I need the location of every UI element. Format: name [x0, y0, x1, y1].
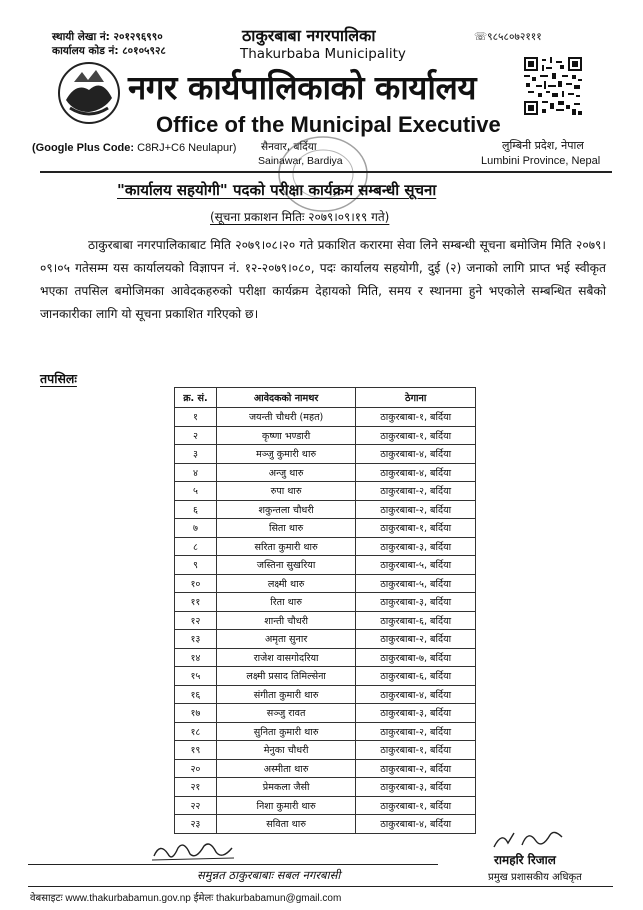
applicant-name-cell: अमृता सुनार — [216, 630, 356, 649]
address-cell: ठाकुरबाबा-२, बर्दिया — [356, 482, 476, 501]
serial-number-cell: १० — [175, 574, 217, 593]
qr-code-image — [524, 57, 582, 115]
office-code: कार्यालय कोड नं: ८०१०५९२८ — [52, 45, 166, 57]
signature-left — [150, 838, 236, 864]
signer-title: प्रमुख प्रशासकीय अधिकृत — [488, 872, 582, 883]
footer-divider-top — [28, 864, 438, 865]
serial-number-cell: ३ — [175, 445, 217, 464]
serial-number-cell: १७ — [175, 704, 217, 723]
header-divider — [40, 171, 612, 173]
address-cell: ठाकुरबाबा-३, बर्दिया — [356, 537, 476, 556]
table-row — [175, 556, 476, 575]
serial-number-cell: ६ — [175, 500, 217, 519]
applicant-name-cell: सञ्जु रावत — [216, 704, 356, 723]
serial-number-cell: १६ — [175, 685, 217, 704]
applicant-name-cell: शान्ती चौधरी — [216, 611, 356, 630]
table-row — [175, 611, 476, 630]
serial-number-cell: ९ — [175, 556, 217, 575]
office-title-en: Office of the Municipal Executive — [156, 112, 501, 137]
address-cell: ठाकुरबाबा-३, बर्दिया — [356, 778, 476, 797]
table-row — [175, 445, 476, 464]
applicant-name-cell: प्रेमकला जैसी — [216, 778, 356, 797]
serial-number-cell: १९ — [175, 741, 217, 760]
address-cell: ठाकुरबाबा-३, बर्दिया — [356, 704, 476, 723]
table-row — [175, 815, 476, 834]
address-cell: ठाकुरबाबा-१, बर्दिया — [356, 408, 476, 427]
address-cell: ठाकुरबाबा-४, बर्दिया — [356, 445, 476, 464]
table-row — [175, 722, 476, 741]
office-title-np: नगर कार्यपालिकाको कार्यालय — [128, 68, 476, 107]
google-plus-code — [32, 142, 236, 154]
table-row — [175, 759, 476, 778]
column-header-name: आवेदकको नामथर — [216, 388, 356, 408]
serial-number-cell: २३ — [175, 815, 217, 834]
place-name-en: Sainawar, Bardiya — [258, 155, 343, 167]
applicant-name-cell: शकुन्तला चौधरी — [216, 500, 356, 519]
table-row — [175, 500, 476, 519]
province-en: Lumbini Province, Nepal — [481, 155, 601, 167]
address-cell: ठाकुरबाबा-४, बर्दिया — [356, 463, 476, 482]
phone-number: ☏९८५८०७२१११ — [474, 31, 542, 43]
applicants-table — [174, 387, 476, 834]
applicant-name-cell: संगीता कुमारी थारु — [216, 685, 356, 704]
address-cell: ठाकुरबाबा-६, बर्दिया — [356, 611, 476, 630]
address-cell: ठाकुरबाबा-१, बर्दिया — [356, 426, 476, 445]
applicant-name-cell: सविता थारु — [216, 815, 356, 834]
permanent-account-block — [52, 30, 166, 58]
table-header-row — [175, 388, 476, 408]
applicant-name-cell: निशा कुमारी थारु — [216, 796, 356, 815]
applicant-name-cell: कृष्णा भण्डारी — [216, 426, 356, 445]
applicant-name-cell: मेनुका चौधरी — [216, 741, 356, 760]
notice-title: "कार्यालय सहयोगी" पदको परीक्षा कार्यक्रम सम्बन्धी सूचना — [117, 181, 437, 199]
table-row — [175, 574, 476, 593]
publication-date: (सूचना प्रकाशन मितिः २०७९।०९।१९ गते) — [210, 210, 390, 224]
google-plus-code-label: (Google Plus Code: — [32, 142, 135, 154]
notice-body: ठाकुरबाबा नगरपालिकाबाट मिति २०७९।०८।२० गते प्रकाशित करारमा सेवा लिने सम्बन्धी सूचना बमोजिम मिति २०७९।०९।०५ गतेसम्म यस कार्यालयको विज्ञापन नं. १२-२०७९।०८०, पदः कार्यालय सहयोगी, दुई (२) जनाको लागि प्राप्त भई स्वीकृत भएका तपसिल बमोजिमका आवेदकहरुको परीक्षा कार्यक्रम देहायको मिति, समय र स्थानमा हुने भएकोले सम्बन्धित सबैको जानकारीका लागि यो सूचना प्रकाशित गरिएको छ। — [40, 238, 606, 321]
address-cell: ठाकुरबाबा-२, बर्दिया — [356, 722, 476, 741]
office-stamp-seal — [276, 134, 370, 214]
serial-number-cell: २० — [175, 759, 217, 778]
serial-number-cell: २२ — [175, 796, 217, 815]
table-row — [175, 463, 476, 482]
table-row — [175, 408, 476, 427]
applicant-name-cell: सुनिता कुमारी थारु — [216, 722, 356, 741]
address-cell: ठाकुरबाबा-५, बर्दिया — [356, 556, 476, 575]
serial-number-cell: १३ — [175, 630, 217, 649]
serial-number-cell: ८ — [175, 537, 217, 556]
applicant-name-cell: अन्जु थारु — [216, 463, 356, 482]
address-cell: ठाकुरबाबा-१, बर्दिया — [356, 519, 476, 538]
applicant-name-cell: जयन्ती चौधरी (महत) — [216, 408, 356, 427]
footer-contact: वेबसाइटः www.thakurbabamun.gov.np ईमेलः thakurbabamun@gmail.com — [30, 893, 342, 904]
place-name-np: सैनवार, बर्दिया — [261, 141, 317, 153]
table-row — [175, 796, 476, 815]
table-row — [175, 482, 476, 501]
table-row — [175, 685, 476, 704]
address-cell: ठाकुरबाबा-४, बर्दिया — [356, 815, 476, 834]
address-cell: ठाकुरबाबा-७, बर्दिया — [356, 648, 476, 667]
nepal-emblem-logo — [56, 60, 122, 126]
serial-number-cell: ४ — [175, 463, 217, 482]
address-cell: ठाकुरबाबा-६, बर्दिया — [356, 667, 476, 686]
serial-number-cell: १ — [175, 408, 217, 427]
permanent-account-number: स्थायी लेखा नं: २०१२९६९९० — [52, 31, 163, 43]
address-cell: ठाकुरबाबा-२, बर्दिया — [356, 630, 476, 649]
applicant-name-cell: रिता थारु — [216, 593, 356, 612]
address-cell: ठाकुरबाबा-३, बर्दिया — [356, 593, 476, 612]
address-cell: ठाकुरबाबा-४, बर्दिया — [356, 685, 476, 704]
table-row — [175, 537, 476, 556]
address-cell: ठाकुरबाबा-१, बर्दिया — [356, 796, 476, 815]
footer-divider-bottom — [28, 886, 613, 887]
table-row — [175, 426, 476, 445]
serial-number-cell: १८ — [175, 722, 217, 741]
applicant-name-cell: लक्ष्मी थारु — [216, 574, 356, 593]
table-row — [175, 704, 476, 723]
applicant-name-cell: सिता थारु — [216, 519, 356, 538]
footer-slogan: समुन्नत ठाकुरबाबाः सबल नगरबासी — [197, 868, 341, 882]
serial-number-cell: २ — [175, 426, 217, 445]
address-cell: ठाकुरबाबा-२, बर्दिया — [356, 759, 476, 778]
table-row — [175, 741, 476, 760]
table-row — [175, 630, 476, 649]
table-row — [175, 593, 476, 612]
applicant-name-cell: मञ्जु कुमारी थारु — [216, 445, 356, 464]
applicant-name-cell: अस्मीता थारु — [216, 759, 356, 778]
serial-number-cell: १४ — [175, 648, 217, 667]
applicant-name-cell: लक्ष्मी प्रसाद तिमिल्सेना — [216, 667, 356, 686]
column-header-serial: क्र. सं. — [175, 388, 217, 408]
serial-number-cell: २१ — [175, 778, 217, 797]
serial-number-cell: ७ — [175, 519, 217, 538]
applicant-name-cell: राजेश वासगोदरिया — [216, 648, 356, 667]
applicant-name-cell: रुपा थारु — [216, 482, 356, 501]
municipality-name-en: Thakurbaba Municipality — [240, 46, 406, 62]
google-plus-code-value: C8RJ+C6 Neulapur) — [137, 142, 237, 154]
address-cell: ठाकुरबाबा-१, बर्दिया — [356, 741, 476, 760]
province-np: लुम्बिनी प्रदेश, नेपाल — [502, 139, 584, 152]
signature-right — [488, 825, 566, 853]
serial-number-cell: १५ — [175, 667, 217, 686]
list-label: तपसिलः — [40, 371, 77, 386]
table-row — [175, 648, 476, 667]
serial-number-cell: ११ — [175, 593, 217, 612]
table-row — [175, 519, 476, 538]
table-row — [175, 778, 476, 797]
municipality-name-np: ठाकुरबाबा नगरपालिका — [242, 26, 376, 45]
serial-number-cell: ५ — [175, 482, 217, 501]
table-row — [175, 667, 476, 686]
signer-name: रामहरि रिजाल — [494, 853, 556, 867]
address-cell: ठाकुरबाबा-५, बर्दिया — [356, 574, 476, 593]
applicant-name-cell: जस्तिना सुखरिया — [216, 556, 356, 575]
serial-number-cell: १२ — [175, 611, 217, 630]
applicant-name-cell: सरिता कुमारी थारु — [216, 537, 356, 556]
column-header-address: ठेगाना — [356, 388, 476, 408]
address-cell: ठाकुरबाबा-२, बर्दिया — [356, 500, 476, 519]
